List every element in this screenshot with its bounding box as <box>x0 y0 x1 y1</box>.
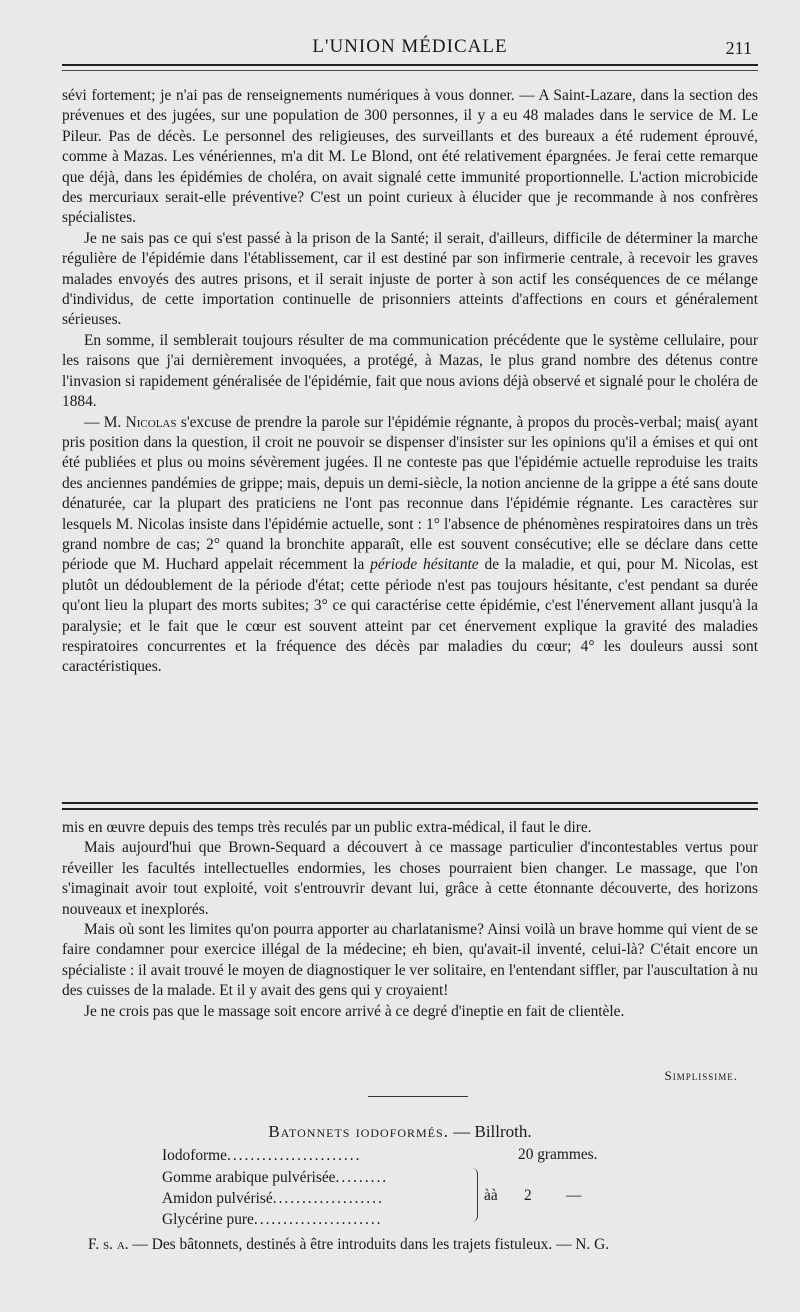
ingredient-name: Amidon pulvérisé <box>162 1190 273 1207</box>
leader-dots: ...................... <box>253 1211 383 1228</box>
leader-dots: ....................... <box>226 1147 362 1164</box>
paragraph: Mais aujourd'hui que Brown-Sequard a découvert à ce massage particulier d'incontestables vertus pour réveiller les facultés intellectuelles endormies, les choses pourraient bien changer. Le massage, que l'on s'imaginait avoir tout exploité, voit s'entrouvrir devant lui, grâce à cette étonnante découverte, des horizons nouveaux et inexplorés. <box>62 839 758 918</box>
ingredient-row <box>162 1146 361 1166</box>
paragraph: Je ne sais pas ce qui s'est passé à la prison de la Santé; il serait, d'ailleurs, difficile de déterminer la marche régulière de l'épidémie dans l'établissement, car il est destiné par son infirmerie centrale, à recevoir les graves malades envoyés des autres prisons, et il serait injuste de porter à son actif les conséquences de ce mélange d'individus, de cette importation continuelle de prisonniers atteints d'affections en cours et généralement sérieuses. <box>62 229 758 329</box>
quantity-prefix: àà <box>484 1187 498 1204</box>
author-signature: Simplissime. <box>664 1068 738 1083</box>
short-divider <box>368 1096 468 1097</box>
text-run: s'excuse de prendre la parole sur l'épidémie régnante, à propos du procès-verbal; mais( ayant pris position dans la question, il croit ne pouvoir se dispenser d'insister sur les opinions qu'il a émises et qui ont été publiées et plus ou moins sévèrement jugées. Il ne conteste pas que l'épidémie actuelle reproduise les traits des anciennes pandémies de grippe; mais, depuis un demi-siècle, la notion ancienne de la grippe a été sans doute dénaturée, car la plupart des praticiens ne l'ont pas reconnue dans l'épidémie régnante. Les caractères sur lesquels M. Nicolas insiste dans l'épidémie actuelle, sont : 1° l'absence de phénomènes respiratoires dans un très grand nombre de cas; 2° quand la bronchite apparaît, elle est souvent consécutive; elle se déclare dans cette période que M. Huchard appelait récemment la <box>62 413 758 574</box>
quantity-iodoforme: 20 grammes. <box>518 1146 598 1163</box>
text-run: de la maladie, et qui, pour M. Nicolas, est plutôt un dédoublement de la période d'état; cette période n'est pas toujours hésitante, c'est pendant sa durée qu'ont lieu la plupart des morts subites; 3° ce qui caractérise cette épidémie, c'est l'énervement allant jusqu'à la paralysie; et le fait que le cœur est souvent atteint par cet énervement explique la gravité des maladies respiratoires concurrentes et la fréquence des décès par maladies du cœur; 4° les douleurs aussi sont caractéristiques. <box>62 556 758 676</box>
paragraph: mis en œuvre depuis des temps très reculés par un public extra-médical, il faut le dire. <box>62 819 592 836</box>
recipe-dash: — <box>448 1122 475 1141</box>
paragraph-nicolas <box>62 413 758 678</box>
journal-title: L'UNION MÉDICALE <box>312 36 508 57</box>
paragraph: Mais où sont les limites qu'on pourra apporter au charlatanisme? Ainsi voilà un brave homme qui vient de se faire condamner pour exercice illégal de la médecine; eh bien, qu'avait-il inventé, celui-là? C'était encore un spécialiste : il avait trouvé le moyen de diagnostiquer le ver solitaire, en l'entendant siffler, par l'auscultation à nu des cuisses de la malade. Et il y avait des gens qui y croyaient! <box>62 921 758 1000</box>
dash-prefix: — M. <box>84 413 126 431</box>
quantity-dash: — <box>566 1187 582 1204</box>
ingredient-name: Glycérine pure <box>162 1211 254 1228</box>
italic-term: période hésitante <box>370 556 479 574</box>
section-separator <box>62 808 758 810</box>
paragraph: Je ne crois pas que le massage soit encore arrivé à ce degré d'ineptie en fait de clientèle. <box>84 1002 625 1020</box>
leader-dots: ......... <box>335 1169 389 1186</box>
recipe-instructions <box>88 1236 754 1254</box>
ingredient-row <box>162 1189 384 1209</box>
section-separator <box>62 802 758 804</box>
article-section-upper <box>62 86 758 678</box>
instruction-abbrev: F. s. a. <box>88 1236 129 1253</box>
paragraph: sévi fortement; je n'ai pas de renseignements numériques à vous donner. — A Saint-Lazare, dans la section des prévenues et des jugées, sur une population de 300 personnes, il y a eu 48 malades dans le service de M. Le Pileur. Pas de décès. Le personnel des religieuses, des surveillants et des bureaux a été rudement éprouvé, comme à Mazas. Les vénériennes, m'a dit M. Le Blond, ont été relativement épargnées. Je ferai cette remarque que déjà, dans les épidémies de choléra, on avait signalé cette immunité proportionnelle. L'action microbicide des mercuriaux serait-elle préventive? C'est un point curieux à élucider que je recommande à nos confrères spécialistes. <box>62 87 758 227</box>
page-number: 211 <box>725 38 752 58</box>
article-section-lower <box>62 818 758 1022</box>
quantity-amount: 2 <box>524 1187 532 1204</box>
recipe-name: Batonnets iodoformés. <box>268 1122 449 1141</box>
ingredient-row <box>162 1168 388 1188</box>
recipe-author: Billroth. <box>474 1122 532 1141</box>
leader-dots: ................... <box>272 1190 384 1207</box>
ingredient-name: Gomme arabique pulvérisée <box>162 1169 336 1186</box>
ingredient-name: Iodoforme <box>162 1147 227 1164</box>
paragraph: En somme, il semblerait toujours résulter de ma communication précédente que le système cellulaire, pour les raisons que j'ai dernièrement invoquées, a protégé, à Mazas, le plus grand nombre des détenus contre l'invasion si rapidement généralisée de l'épidémie, fait que nous avions déjà observé et signalé pour le choléra de 1884. <box>62 331 758 411</box>
speaker-name: Nicolas <box>125 413 177 431</box>
ingredient-row <box>162 1210 383 1230</box>
header-rule <box>62 64 758 66</box>
running-header <box>62 34 758 64</box>
recipe-title <box>0 1122 800 1142</box>
instruction-text: — Des bâtonnets, destinés à être introduits dans les trajets fistuleux. — N. G. <box>128 1236 610 1253</box>
grouping-brace <box>469 1168 478 1222</box>
header-rule-thin <box>62 70 758 71</box>
